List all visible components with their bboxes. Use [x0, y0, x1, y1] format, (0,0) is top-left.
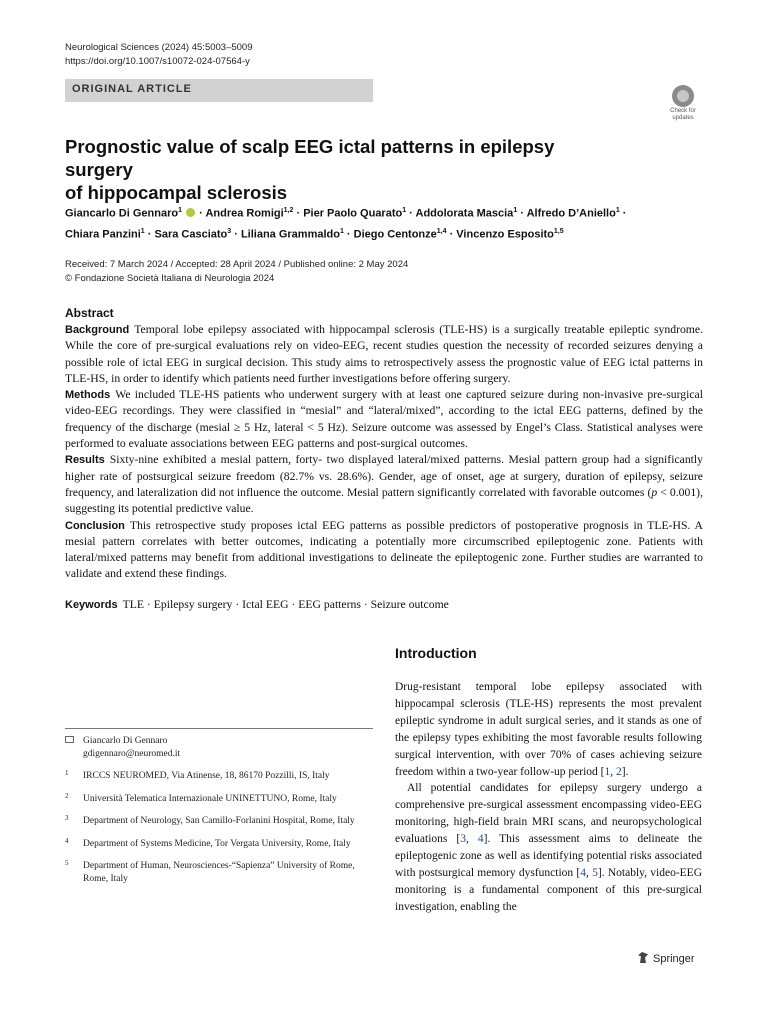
affiliation-item [65, 793, 373, 806]
affiliation-number: 3 [65, 814, 69, 822]
publisher-logo [638, 952, 695, 965]
conclusion-text: This retrospective study proposes ictal EEG patterns as possible predictors of postoperative prognosis in TLE-HS. A mesial pattern correlates with better outcomes, indicating a potentially more circumscribed epileptogenic zone. Patients with lateral/mixed patterns may benefit from additional investigations to delineate the epileptogenic zone. Further studies are warranted to validate and extend these findings. [65, 518, 703, 581]
footnote-divider [65, 728, 373, 729]
author-affiliation: 1,2 [283, 207, 294, 214]
affiliation-text: Department of Human, Neurosciences-“Sapienza” University of Rome, Rome, Italy [83, 861, 355, 884]
keywords-text: TLE · Epilepsy surgery · Ictal EEG · EEG patterns · Seizure outcome [122, 598, 449, 611]
author-affiliation: 1 [513, 207, 518, 214]
author-affiliation: 1,5 [553, 227, 564, 235]
author-name[interactable]: Chiara Panzini [65, 228, 141, 241]
citation-link[interactable]: 2 [616, 765, 622, 778]
envelope-icon [65, 736, 74, 743]
author-name[interactable]: Pier Paolo Quarato [303, 207, 403, 220]
abstract-body [65, 322, 703, 583]
article-type-banner [65, 79, 373, 102]
author-affiliation: 1 [178, 207, 182, 214]
corresponding-email[interactable]: gdigennaro@neuromed.it [83, 748, 181, 759]
author-affiliation: 1 [140, 227, 145, 235]
introduction-heading: Introduction [395, 645, 477, 661]
intro-text: ]. Notably, video-EEG monitoring is a fundamental component of this pre-surgical investigation, enabling the [395, 866, 703, 913]
author-name[interactable]: Giancarlo Di Gennaro [65, 207, 179, 220]
intro-text: , [610, 765, 616, 778]
author-name[interactable]: Andrea Romigi [205, 207, 284, 220]
author-affiliation: 1 [339, 227, 344, 235]
citation-link[interactable]: 4 [477, 833, 484, 846]
intro-text: ]. [621, 765, 629, 778]
intro-text: , [465, 833, 478, 846]
citation-link[interactable]: 1 [604, 765, 611, 778]
author-affiliation: 3 [227, 227, 232, 235]
keywords-label: Keywords [65, 599, 118, 611]
doi-link[interactable]: https://doi.org/10.1007/s10072-024-07564-y [65, 56, 250, 67]
author-name[interactable]: Sara Casciato [154, 228, 228, 241]
intro-paragraph-1 [395, 679, 702, 780]
corresponding-name: Giancarlo Di Gennaro [83, 736, 168, 746]
article-type-label: ORIGINAL ARTICLE [72, 83, 192, 95]
results-text: Sixty-nine exhibited a mesial pattern, forty- two displayed lateral/mixed patterns. Mesial pattern group had a significantly higher rate of postsurgical seizure freedom (82.7% vs. 28.6%). Gender, age of onset, age at surgery, duration of epilepsy, seizure frequency, and lateralization did not influence the outcome. Mesial pattern significantly correlated with favorable outcomes ( [65, 453, 703, 499]
abstract-heading: Abstract [65, 306, 114, 320]
affiliation-number: 1 [65, 769, 69, 777]
affiliation-number: 2 [65, 791, 69, 800]
intro-text: Drug-resistant temporal lobe epilepsy associated with hippocampal sclerosis (TLE-HS) represents the most prevalent epileptic syndrome in adult surgical series, and it stands as one of the epilepsy types exhibiting the most favorable results following surgical intervention, with over 70% of cases achieving seizure freedom within a two-year follow-up period [ [395, 681, 702, 778]
results-text-end: < 0.001), suggesting its potential predictive value. [65, 485, 703, 516]
author-affiliation: 1,4 [436, 227, 447, 235]
author-name[interactable]: Diego Centonze [353, 228, 437, 241]
author-name[interactable]: Vincenzo Esposito [456, 228, 554, 241]
copyright-line: © Fondazione Società Italiana di Neurologia 2024 [65, 273, 275, 284]
affiliation-text: Department of Neurology, San Camillo-Forlanini Hospital, Rome, Italy [83, 816, 355, 826]
background-label: Background [65, 324, 130, 336]
publisher-name: Springer [653, 953, 695, 965]
orcid-icon[interactable] [186, 208, 195, 217]
abstract-background [65, 322, 703, 387]
corresponding-author [65, 735, 373, 760]
title-line-1: Prognostic value of scalp EEG ictal patterns in epilepsy surgery [65, 136, 555, 180]
intro-text: , [586, 866, 593, 879]
dates-line: Received: 7 March 2024 / Accepted: 28 April 2024 / Published online: 2 May 2024 [65, 259, 409, 270]
affiliation-number: 4 [65, 836, 69, 845]
author-affiliation: 1 [615, 207, 620, 214]
article-title [65, 135, 625, 204]
affiliation-item [65, 815, 373, 828]
journal-header [65, 41, 253, 69]
check-updates-label: Check for updates [670, 108, 696, 121]
author-name[interactable]: Alfredo D’Aniello [526, 207, 616, 220]
citation-link[interactable]: 3 [460, 833, 466, 846]
affiliation-text: Università Telematica Internazionale UNINETTUNO, Rome, Italy [83, 793, 337, 804]
citation-link[interactable]: 4 [580, 866, 587, 879]
affiliation-item [65, 860, 373, 885]
results-label: Results [65, 454, 105, 467]
introduction-body [395, 679, 702, 916]
author-list [65, 202, 685, 243]
author-line-1: Giancarlo Di Gennaro$^1$ · Andrea Romigi$^{1,2}$ · Pier Paolo Quarato$^1$ · Addolorata Mascia$^1$ · Alfredo D’Aniello$^1$ · [65, 207, 627, 220]
title-line-2: of hippocampal sclerosis [65, 182, 288, 203]
affiliation-number: 5 [65, 859, 69, 867]
intro-text: All potential candidates for epilepsy surgery undergo a comprehensive pre-surgical assessment encompassing video-EEG monitoring, high-field brain MRI scans, and neuropsychological evaluations [ [395, 782, 702, 846]
affiliation-item [65, 838, 373, 851]
intro-paragraph-2 [395, 780, 702, 915]
footnotes [65, 735, 373, 895]
check-for-updates-badge[interactable] [664, 85, 702, 125]
intro-text: ]. This assessment aims to delineate the epileptogenic zone as well as identifying potential risks associated with postsurgical memory dysfunction [ [395, 833, 703, 879]
affiliation-item [65, 770, 373, 783]
author-affiliation: 1 [402, 207, 407, 214]
journal-citation: Neurological Sciences (2024) 45:5003–5009 [65, 42, 253, 53]
author-name[interactable]: Liliana Grammaldo [240, 228, 340, 241]
check-updates-icon [672, 85, 694, 107]
author-line-2: Chiara Panzini$^1$ · Sara Casciato$^3$ · Liliana Grammaldo$^1$ · Diego Centonze$^{1,4}$ · Vincenzo Esposito$^{1,5}$ [65, 227, 564, 241]
springer-horse-icon [638, 952, 648, 963]
abstract-results [65, 452, 703, 517]
citation-link[interactable]: 5 [592, 866, 598, 879]
abstract-conclusion [65, 518, 703, 583]
background-text: Temporal lobe epilepsy associated with hippocampal sclerosis (TLE-HS) is a surgically treatable epileptic syndrome. While the core of pre-surgical evaluations rely on video-EEG, recent studies question the necessity of recorded seizures denying a possible role of ictal EEG in surgical decision. This study aims to retrospectively assess the prognostic value of EEG ictal patterns in TLE-HS, in order to identify which patients need further investigations before offering surgery. [65, 323, 703, 385]
conclusion-label: Conclusion [65, 519, 125, 532]
affiliation-text: IRCCS NEUROMED, Via Atinense, 18, 86170 Pozzilli, IS, Italy [83, 771, 330, 781]
author-name[interactable]: Addolorata Mascia [415, 207, 514, 220]
abstract-methods [65, 387, 703, 452]
methods-label: Methods [65, 389, 111, 402]
keywords [65, 598, 449, 611]
affiliation-text: Department of Systems Medicine, Tor Vergata University, Rome, Italy [83, 838, 351, 849]
publication-dates [65, 258, 408, 286]
p-value-symbol: p [651, 485, 658, 499]
methods-text: We included TLE-HS patients who underwent surgery with at least one captured seizure during non-invasive pre-surgical video-EEG recordings. They were classified in “mesial” and “lateral/mixed”, according to the ictal EEG patterns, defined by the frequency of the discharge (mesial ≥ 5 Hz, lateral < 5 Hz). Seizure outcome was assessed by Engel’s Class. Statistical analyses were performed to evaluate associations between EEG patterns and post-surgical outcomes. [65, 388, 703, 451]
